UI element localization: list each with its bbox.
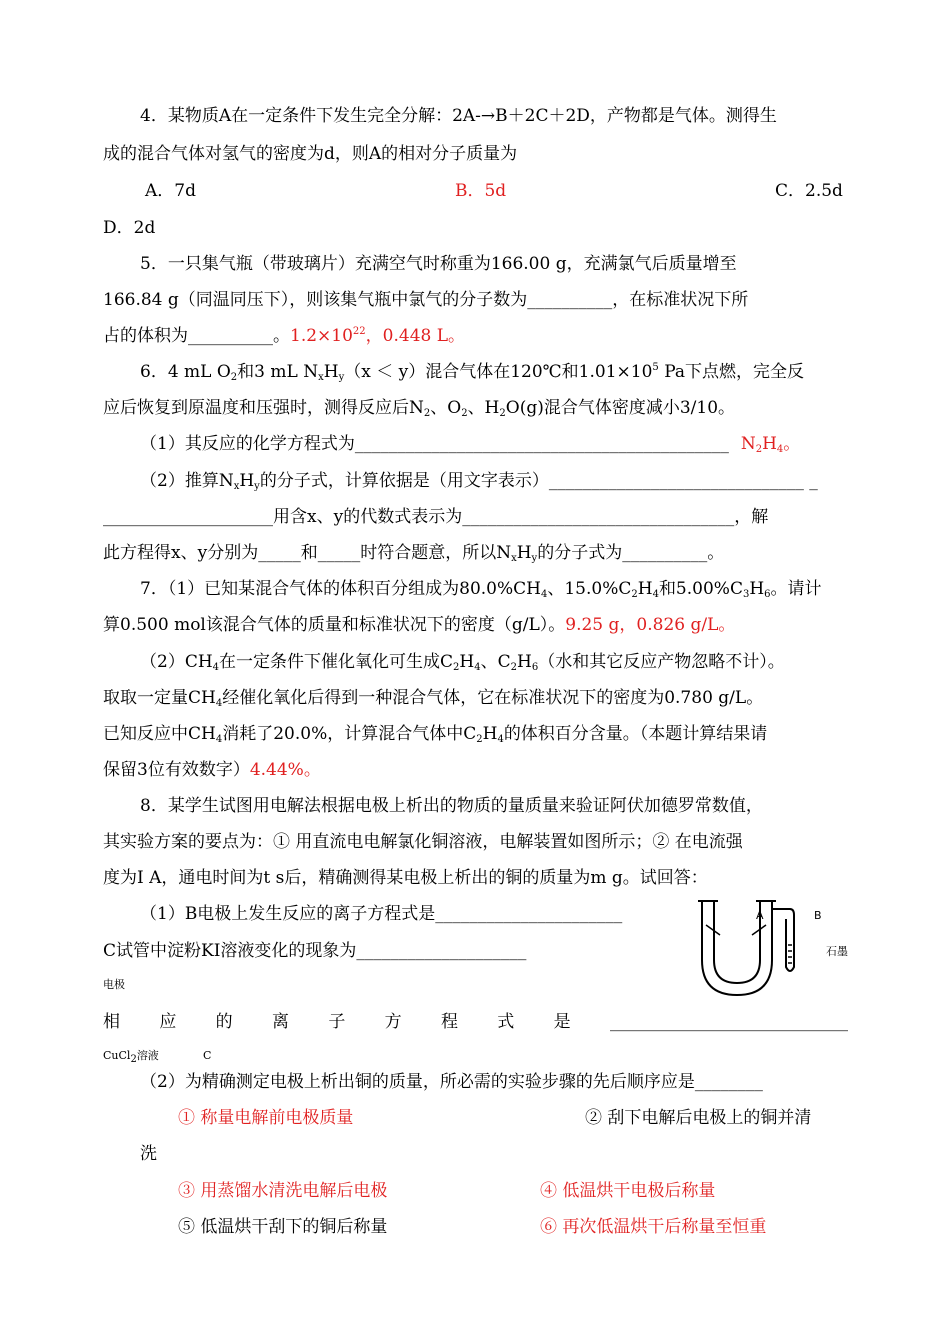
step-1: ① 称量电解前电极质量 — [178, 1108, 354, 1128]
q5-line-3-text: 占的体积为__________。 — [103, 326, 290, 346]
q7-sub: 4 — [212, 662, 220, 673]
q6-ans: N — [740, 434, 756, 454]
q5-line-2: 166.84 g（同温同压下），则该集气瓶中氯气的分子数为__________，在标准状况下所 — [103, 290, 749, 310]
q7-part-2-answer: 4.44%。 — [249, 760, 321, 780]
q7-text: （水和其它反应产物忽略不计）。 — [538, 652, 785, 672]
spread-char: 离 — [271, 1012, 289, 1032]
q4-option-d: D．2d — [103, 218, 156, 238]
q4-option-c: C．2.5d — [775, 181, 843, 201]
q6-sub: x — [318, 372, 324, 383]
q7-part-2-line-1 — [140, 651, 785, 673]
q7-sub: 2 — [476, 734, 483, 745]
spread-char: 相 — [103, 1012, 120, 1032]
q6-text: 和3 mL N — [237, 362, 319, 382]
q6-sub: 2 — [499, 408, 506, 419]
q6-sub: 2 — [461, 408, 468, 419]
q7-text: H — [459, 652, 475, 672]
q6-sub: 2 — [230, 372, 238, 383]
q6-sub: 2 — [423, 408, 431, 419]
fig-label-b: B — [814, 909, 822, 922]
q8-line-2: 其实验方案的要点为：① 用直流电电解氯化铜溶液，电解装置如图所示；② 在电流强 — [103, 832, 743, 852]
q7-sub: 4 — [215, 698, 223, 709]
label-cucl2-solution — [103, 1045, 159, 1067]
q6-part-1 — [140, 433, 800, 455]
q6-sub: y — [254, 481, 260, 492]
q6-text: （x ＜ y）混合气体在120℃和1.01×10 — [344, 362, 653, 382]
q6-line-1 — [140, 361, 804, 383]
spread-char: 程 — [440, 1012, 458, 1032]
spread-char: 方 — [384, 1012, 402, 1032]
spread-char: 的 — [215, 1012, 233, 1032]
spread-char: 是 — [553, 1012, 571, 1032]
q7-text: 消耗了20.0%，计算混合气体中C — [222, 724, 477, 744]
q6-text: 的分子式为__________。 — [537, 543, 725, 563]
step-4: ④ 低温烘干电极后称量 — [540, 1181, 716, 1201]
q6-text: 的分子式，计算依据是（用文字表示）______________________________ _ — [259, 471, 818, 491]
label-part: CuCl — [103, 1049, 131, 1062]
q5-answer-exponent: 22 — [352, 326, 366, 337]
q7-sub: 4 — [497, 734, 504, 745]
electrolysis-apparatus-figure — [690, 895, 850, 1005]
q7-text: 、C — [480, 652, 511, 672]
q5-line-1: 5．一只集气瓶（带玻璃片）充满空气时称重为166.00 g，充满氯气后质量增至 — [140, 254, 737, 274]
q7-text: 保留3位有效数字） — [103, 760, 250, 780]
q6-ans: 。 — [783, 434, 801, 454]
q6-text: 此方程得x、y分别为_____和_____时符合题意，所以N — [103, 543, 512, 563]
q6-sub: x — [233, 481, 240, 492]
q6-text: H — [239, 471, 255, 491]
q7-sub: 4 — [540, 589, 548, 600]
q7-text: 算0.500 mol该混合气体的质量和标准状况下的密度（g/L）。 — [103, 615, 566, 635]
spread-char: 子 — [328, 1012, 346, 1032]
q6-sub: y — [531, 553, 538, 564]
q8-spread-line — [103, 1011, 848, 1033]
q8-line-1: 8．某学生试图用电解法根据电极上析出的物质的量质量来验证阿伏加德罗常数值， — [140, 796, 763, 816]
step-6: ⑥ 再次低温烘干后称量至恒重 — [540, 1217, 767, 1237]
q7-text: 和5.00%C — [658, 579, 743, 599]
q8-line-3: 度为I A，通电时间为t s后，精确测得某电极上析出的铜的质量为m g。试回答： — [103, 868, 708, 888]
q6-text: Pa下点燃，完全反 — [658, 362, 805, 382]
label-c-tube: C — [203, 1049, 212, 1062]
q7-text: 。请计 — [770, 579, 822, 599]
q7-text: （2）CH — [140, 652, 213, 672]
q7-part-2-line-3 — [103, 723, 767, 745]
q6-ans-sub: 2 — [755, 444, 763, 455]
q5-answer — [290, 326, 465, 346]
q7-text: H — [749, 579, 765, 599]
q4-option-a: A．7d — [145, 181, 196, 201]
q7-part-1-answer: 9.25 g，0.826 g/L。 — [565, 615, 736, 635]
q6-line-2 — [103, 397, 735, 419]
q6-text: H — [516, 543, 532, 563]
q7-sub: 3 — [742, 589, 750, 600]
q7-text: H — [637, 579, 653, 599]
q6-text: 、H — [467, 398, 500, 418]
q6-ans: H — [762, 434, 777, 454]
q7-sub: 4 — [215, 734, 223, 745]
q7-sub: 6 — [531, 662, 539, 673]
q6-sub: y — [338, 372, 345, 383]
q6-text: （2）推算N — [140, 471, 234, 491]
q6-sup: 5 — [652, 362, 659, 373]
q6-part-2-line-3 — [103, 542, 724, 564]
q7-text: H — [482, 724, 498, 744]
q6-text: 、O — [430, 398, 462, 418]
q7-text: 取取一定量CH — [103, 688, 216, 708]
step-3: ③ 用蒸馏水清洗电解后电极 — [178, 1181, 388, 1201]
q6-text: 应后恢复到原温度和压强时，测得反应后N — [103, 398, 424, 418]
q6-part-2-line-1 — [140, 470, 818, 492]
q7-sub: 4 — [652, 589, 659, 600]
q6-text: O(g)混合气体密度减小3/10。 — [505, 398, 736, 418]
q7-text: 经催化氧化后得到一种混合气体，它在标准状况下的密度为0.780 g/L。 — [222, 688, 764, 708]
q6-part-1-text: （1）其反应的化学方程式为____________________________________________ — [140, 434, 729, 454]
spread-char: 应 — [159, 1012, 177, 1032]
q7-text: 7．（1）已知某混合气体的体积百分组成为80.0%CH — [140, 579, 541, 599]
label-sub: 2 — [130, 1054, 137, 1065]
q7-line-1 — [140, 578, 822, 600]
q8-part-1-line-2: C试管中淀粉KI溶液变化的现象为____________________ — [103, 941, 527, 961]
label-electrode: 电极 — [103, 978, 125, 991]
step-2-cont: 洗 — [140, 1144, 157, 1164]
fig-label-a: A — [756, 909, 764, 922]
q6-text: 6．4 mL O — [140, 362, 231, 382]
q6-part-2-line-2: ____________________用含x、y的代数式表示为________________________________，解 — [103, 507, 769, 527]
q7-sub: 4 — [474, 662, 481, 673]
q7-sub: 2 — [453, 662, 460, 673]
q4-option-b-answer: B．5d — [455, 181, 507, 201]
spread-char: 式 — [497, 1012, 515, 1032]
q7-line-2 — [103, 614, 735, 636]
q7-sub: 2 — [510, 662, 518, 673]
q7-part-2-line-4 — [103, 759, 321, 781]
q6-ans-sub: 4 — [776, 444, 784, 455]
q7-text: 已知反应中CH — [103, 724, 216, 744]
fig-label-graphite: 石墨 — [826, 945, 848, 958]
q7-part-2-line-2 — [103, 687, 763, 709]
q6-text: H — [323, 362, 339, 382]
q7-text: 、15.0%C — [547, 579, 632, 599]
q4-line-1: 4．某物质A在一定条件下发生完全分解：2A-→B＋2C＋2D，产物都是气体。测得生 — [140, 106, 777, 126]
q7-text: 在一定条件下催化氧化可生成C — [219, 652, 454, 672]
q7-text: H — [517, 652, 532, 672]
q6-part-1-answer — [741, 434, 800, 454]
label-part: 溶液 — [136, 1049, 159, 1062]
q5-line-3 — [103, 325, 465, 347]
step-2: ② 刮下电解后电极上的铜并清 — [585, 1108, 812, 1128]
q5-answer-base: 1.2×10 — [290, 326, 353, 346]
q7-sub: 2 — [631, 589, 638, 600]
spread-blank: ____________________________ — [609, 1012, 848, 1032]
q8-part-2-line: （2）为精确测定电极上析出铜的质量，所必需的实验步骤的先后顺序应是________ — [140, 1072, 763, 1092]
q4-line-2: 成的混合气体对氢气的密度为d，则A的相对分子质量为 — [103, 144, 518, 164]
q5-answer-rest: ，0.448 L。 — [365, 326, 466, 346]
q7-sub: 6 — [764, 589, 771, 600]
q8-part-1-line-1: （1）B电极上发生反应的离子方程式是______________________ — [140, 904, 623, 924]
q6-sub: x — [511, 553, 517, 564]
q7-text: 的体积百分含量。（本题计算结果请 — [503, 724, 768, 744]
step-5: ⑤ 低温烘干刮下的铜后称量 — [178, 1217, 388, 1237]
